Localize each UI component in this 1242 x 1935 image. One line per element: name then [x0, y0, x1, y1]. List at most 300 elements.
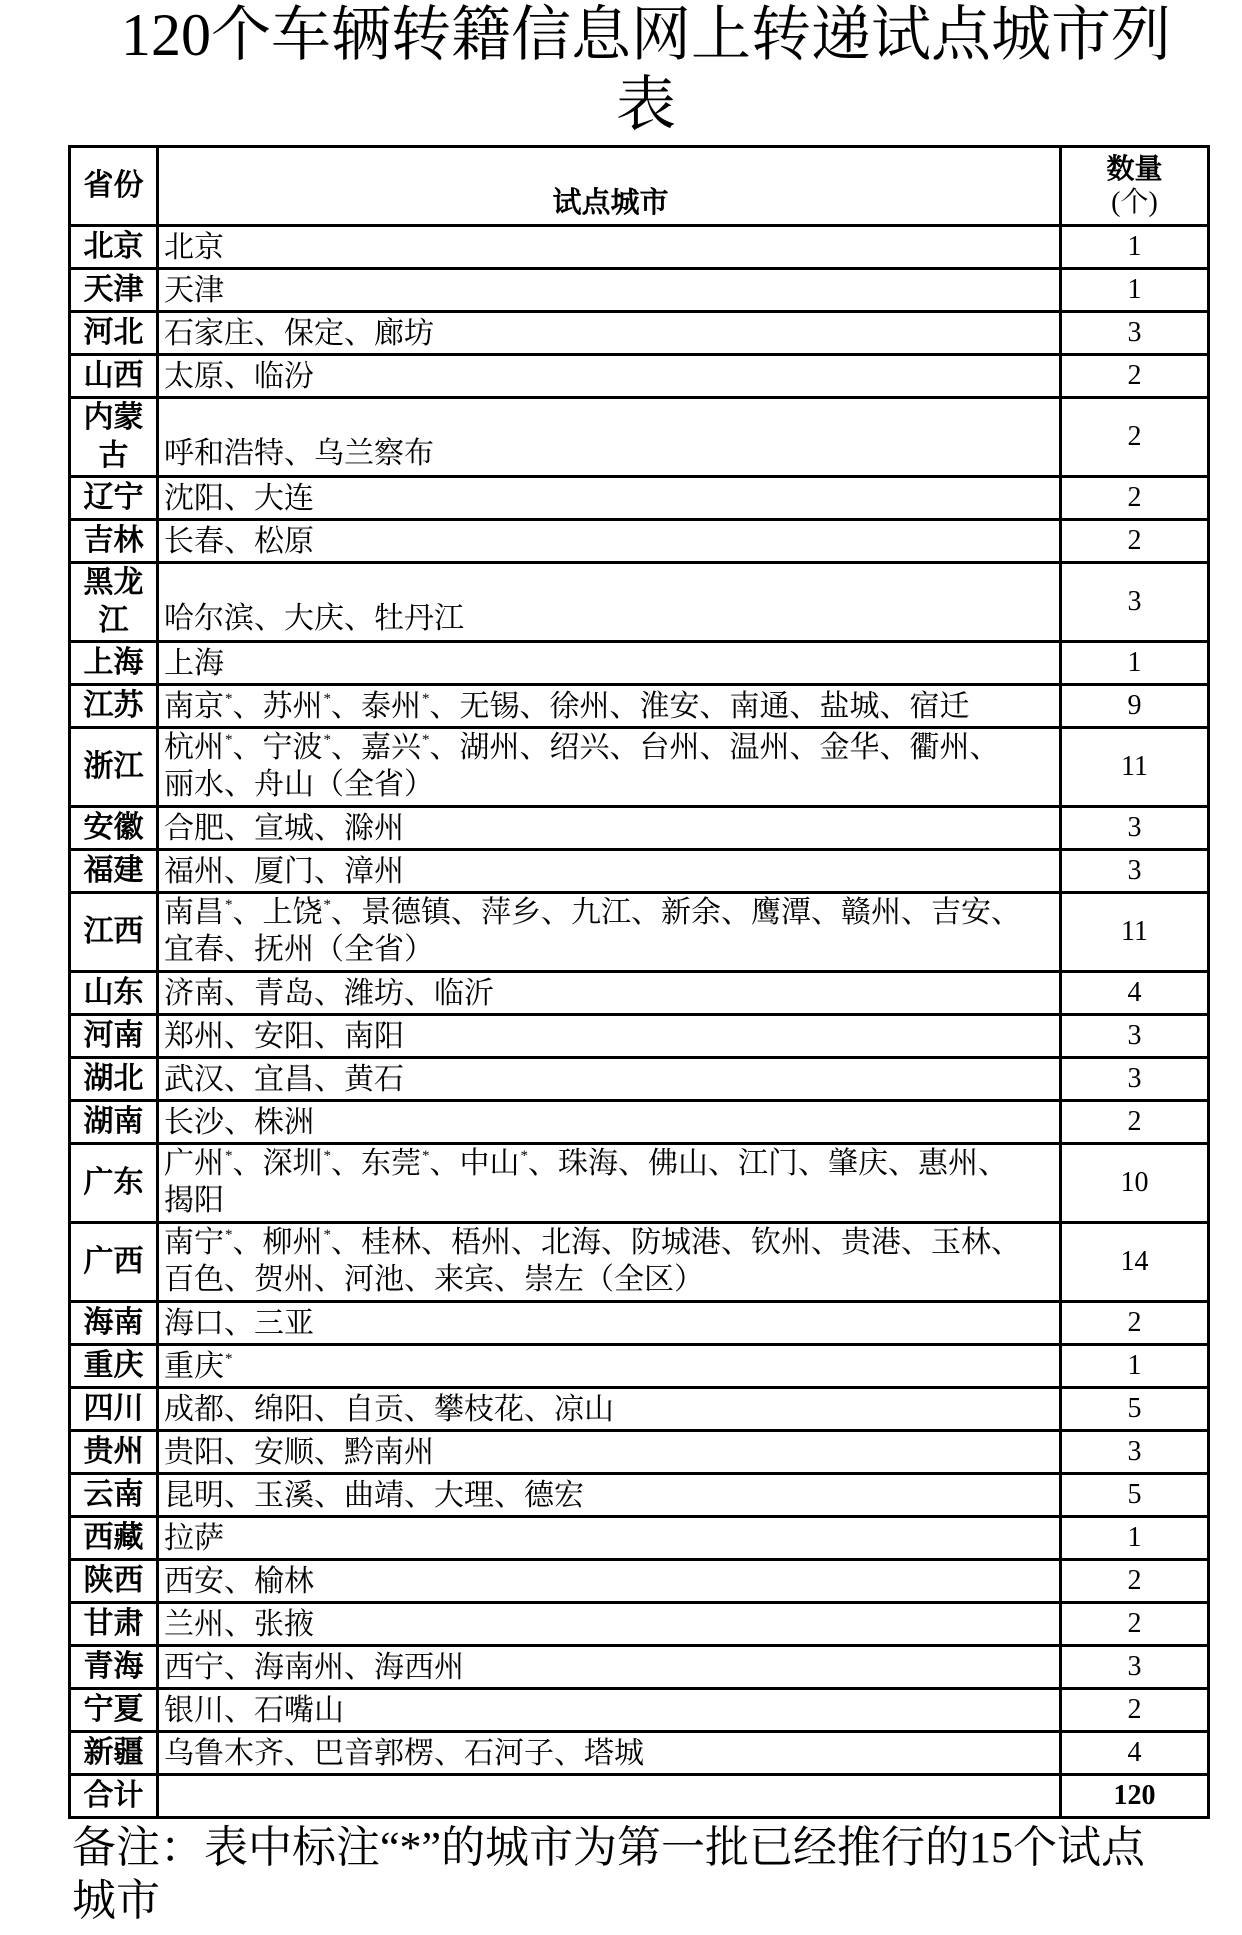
city-name: 防城港 — [631, 1226, 721, 1259]
province-name: 山东 — [83, 976, 144, 1009]
province-name: 湖南 — [83, 1105, 144, 1138]
province-name: 广西 — [83, 1245, 144, 1278]
city-name: 钦州 — [751, 1226, 811, 1259]
province-cell — [71, 1690, 159, 1730]
count-cell — [1062, 643, 1207, 683]
header-cities — [159, 148, 1062, 224]
province-cell — [71, 643, 159, 683]
table-row — [71, 1343, 1207, 1386]
province-cell — [71, 1647, 159, 1687]
table-row — [71, 726, 1207, 805]
city-list — [164, 358, 314, 395]
city-item — [164, 933, 254, 966]
city-item — [164, 1651, 254, 1684]
count-cell — [1062, 1432, 1207, 1472]
count-cell — [1062, 1059, 1207, 1099]
first-batch-marker: * — [323, 732, 331, 748]
city-separator: 、 — [631, 896, 661, 929]
table-row — [71, 518, 1207, 561]
cities-cell — [159, 270, 1062, 310]
cities-cell — [159, 1518, 1062, 1558]
table-row — [71, 1221, 1207, 1300]
province-name: 山西 — [83, 359, 144, 392]
city-item — [481, 896, 571, 929]
city-item — [550, 731, 640, 764]
city-separator: 、 — [284, 1736, 314, 1770]
city-name: 曲靖 — [344, 1478, 404, 1512]
count-cell — [1062, 686, 1207, 726]
city-item — [661, 896, 751, 929]
city-item — [910, 690, 970, 723]
city-separator: 、 — [331, 731, 361, 764]
city-name: 徐州 — [549, 689, 610, 723]
count-cell — [1062, 478, 1207, 518]
city-item — [631, 1226, 751, 1259]
city-item — [841, 896, 931, 929]
count-cell — [1062, 564, 1207, 640]
city-name: 盐城 — [819, 689, 880, 723]
table-row — [71, 396, 1207, 475]
table-header-row — [71, 148, 1207, 224]
city-item — [164, 1694, 254, 1727]
city-separator: 、 — [331, 896, 361, 929]
city-separator: 、 — [404, 1392, 434, 1426]
city-item — [374, 1651, 464, 1684]
cities-cell — [159, 227, 1062, 267]
city-item — [263, 731, 362, 764]
city-item — [738, 1147, 828, 1180]
city-separator: 、 — [224, 1392, 254, 1426]
city-name: 绍兴 — [549, 731, 610, 764]
city-separator: 、 — [224, 1435, 254, 1469]
city-separator: 、 — [524, 1392, 554, 1426]
city-item — [254, 1307, 314, 1340]
city-name: 临汾 — [254, 359, 314, 393]
city-separator: 、 — [429, 1147, 460, 1180]
city-separator: 、 — [224, 1019, 254, 1053]
city-name: 北京 — [164, 230, 224, 264]
count-cell — [1062, 973, 1207, 1013]
first-batch-marker: * — [225, 1148, 233, 1164]
count-cell — [1062, 808, 1207, 848]
city-item — [254, 525, 314, 558]
count-cell — [1062, 1647, 1207, 1687]
city-item — [164, 896, 263, 929]
city-count: 3 — [1127, 1063, 1142, 1094]
city-item — [931, 1226, 1021, 1259]
city-count: 3 — [1127, 1020, 1142, 1051]
city-separator: 、 — [224, 1693, 254, 1727]
city-count: 5 — [1127, 1393, 1142, 1424]
city-list — [164, 1391, 614, 1428]
city-name: 巴音郭楞 — [314, 1736, 434, 1770]
city-name: 衢州 — [909, 731, 970, 764]
city-name: 郑州 — [164, 1019, 224, 1053]
city-separator: 、 — [451, 896, 481, 929]
city-separator: 、 — [224, 854, 254, 888]
city-name: 柳州 — [262, 1226, 323, 1259]
table-row — [71, 1515, 1207, 1558]
city-name: 宣城 — [254, 811, 314, 845]
city-separator: 、 — [224, 1650, 254, 1684]
city-name: 宜昌 — [254, 1062, 314, 1096]
city-separator: 、 — [344, 1650, 374, 1684]
city-item — [263, 1226, 362, 1259]
city-separator: 、 — [901, 896, 931, 929]
first-batch-marker: * — [323, 897, 331, 913]
city-name: 三亚 — [254, 1306, 314, 1340]
city-list — [164, 315, 434, 352]
cities-cell — [159, 1145, 1062, 1221]
title-line: 表 — [616, 72, 676, 138]
province-cell — [71, 1102, 159, 1142]
cities-cell — [159, 564, 1062, 640]
province-cell — [71, 1016, 159, 1056]
table-row — [71, 310, 1207, 353]
city-name: 南宁 — [164, 1226, 224, 1259]
table-row — [71, 891, 1207, 970]
city-name: 南昌 — [164, 896, 224, 929]
city-separator: 、 — [314, 1019, 344, 1053]
count-cell — [1062, 894, 1207, 970]
city-name: 石家庄 — [164, 316, 254, 350]
table-row — [71, 475, 1207, 518]
cities-cell — [159, 1604, 1062, 1644]
header-province — [71, 148, 159, 224]
city-name: 昆明 — [164, 1478, 224, 1512]
city-separator: 、 — [969, 731, 1000, 764]
province-cell — [71, 1145, 159, 1221]
city-name: 榆林 — [254, 1564, 314, 1598]
city-item — [460, 690, 550, 723]
province-name: 江苏 — [83, 689, 144, 722]
table-row — [71, 970, 1207, 1013]
city-count: 1 — [1127, 647, 1142, 678]
table-row — [71, 1601, 1207, 1644]
city-item — [254, 1436, 344, 1469]
city-item — [164, 1393, 254, 1426]
city-list — [164, 1434, 434, 1471]
city-name: 舟山 — [254, 768, 314, 801]
table-row — [71, 1056, 1207, 1099]
table-row — [71, 805, 1207, 848]
city-item — [254, 1479, 344, 1512]
city-separator: 、 — [429, 689, 460, 723]
city-separator: 、 — [798, 1147, 828, 1180]
city-item — [284, 602, 374, 635]
table-row — [71, 1099, 1207, 1142]
cities-cell — [159, 399, 1062, 475]
city-item — [460, 731, 550, 764]
city-item — [820, 731, 910, 764]
city-item — [434, 1263, 524, 1296]
city-name: 安顺 — [254, 1435, 314, 1469]
city-separator: 、 — [601, 1226, 631, 1259]
city-item — [254, 1063, 344, 1096]
city-item — [164, 1350, 233, 1383]
city-name: 合肥 — [164, 811, 224, 845]
first-batch-marker: * — [323, 1148, 331, 1164]
city-name: 嘉兴 — [361, 731, 421, 764]
city-separator: 、 — [511, 1226, 541, 1259]
city-item — [164, 1147, 263, 1180]
city-separator: 、 — [789, 689, 820, 723]
total-count: 120 — [1113, 1780, 1156, 1811]
cities-cell — [159, 686, 1062, 726]
city-separator: 、 — [618, 1147, 648, 1180]
city-item — [361, 896, 481, 929]
city-separator: 、 — [314, 1062, 344, 1096]
city-name: 张掖 — [254, 1607, 314, 1641]
city-name: 海南州 — [254, 1650, 344, 1684]
first-batch-marker: * — [225, 897, 233, 913]
province-cell — [71, 729, 159, 805]
city-name: 宁波 — [262, 731, 323, 764]
city-item — [164, 1307, 254, 1340]
count-cell — [1062, 1145, 1207, 1221]
city-item — [524, 1263, 704, 1296]
city-name: 海西州 — [374, 1650, 464, 1684]
city-item — [164, 768, 254, 801]
city-list — [164, 435, 434, 472]
province-cell — [71, 1303, 159, 1343]
city-item — [164, 647, 224, 680]
cities-cell — [159, 313, 1062, 353]
city-item — [164, 855, 254, 888]
city-name: 东莞 — [361, 1147, 421, 1180]
count-cell — [1062, 356, 1207, 396]
count-cell — [1062, 270, 1207, 310]
city-name: 松原 — [254, 524, 314, 558]
city-list — [164, 1520, 224, 1557]
city-name: 攀枝花 — [434, 1392, 524, 1426]
city-name: 大庆 — [284, 602, 344, 635]
city-name: 北海 — [541, 1226, 601, 1259]
city-item — [164, 1226, 263, 1259]
city-name: 武汉 — [164, 1062, 224, 1096]
city-item — [820, 690, 910, 723]
province-cell — [71, 851, 159, 891]
city-name: 南通 — [729, 689, 790, 723]
city-list — [164, 1061, 404, 1098]
city-item — [841, 1226, 931, 1259]
city-count: 3 — [1127, 1651, 1142, 1682]
cities-cell — [159, 894, 1062, 970]
province-name: 陕西 — [83, 1564, 144, 1597]
cities-cell — [159, 1475, 1062, 1515]
cities-cell — [159, 1016, 1062, 1056]
city-separator: 、 — [224, 1263, 254, 1296]
city-item — [434, 1479, 524, 1512]
city-name: 石河子 — [464, 1736, 554, 1770]
header-count — [1062, 148, 1207, 224]
first-batch-marker: * — [323, 690, 331, 707]
city-item — [931, 896, 1021, 929]
city-item — [918, 1147, 1008, 1180]
city-item — [434, 1393, 554, 1426]
city-list — [164, 1224, 1057, 1298]
province-name: 吉林 — [83, 524, 144, 557]
city-item — [164, 1479, 254, 1512]
province-name: 辽宁 — [83, 481, 144, 514]
city-name: 银川 — [164, 1693, 224, 1727]
city-count: 4 — [1127, 977, 1142, 1008]
city-name: 黄石 — [344, 1062, 404, 1096]
table-row — [71, 1730, 1207, 1773]
province-name: 甘肃 — [83, 1607, 144, 1640]
table-row — [71, 1386, 1207, 1429]
province-name: 天津 — [83, 273, 144, 306]
cities-cell — [159, 1432, 1062, 1472]
city-separator: 、 — [721, 1226, 751, 1259]
city-separator: 、 — [314, 1263, 344, 1296]
cities-cell — [159, 1690, 1062, 1730]
city-item — [558, 1147, 648, 1180]
city-name: 海口 — [164, 1306, 224, 1340]
city-separator: 、 — [811, 896, 841, 929]
footnote-line: 城市 — [72, 1876, 160, 1925]
cities-cell — [159, 521, 1062, 561]
city-separator: 、 — [232, 1147, 263, 1180]
count-cell — [1062, 227, 1207, 267]
city-item — [254, 1565, 314, 1598]
city-item — [751, 896, 841, 929]
cities-cell — [159, 643, 1062, 683]
city-separator: 、 — [699, 689, 730, 723]
city-name: 宿迁 — [909, 689, 970, 723]
city-item — [164, 317, 284, 350]
city-name: 抚州 — [254, 933, 314, 966]
city-item — [554, 1393, 614, 1426]
city-name: 新余 — [661, 896, 721, 929]
province-cell — [71, 1518, 159, 1558]
count-cell — [1062, 1518, 1207, 1558]
city-separator: 、 — [429, 731, 460, 764]
city-item — [648, 1147, 738, 1180]
city-name: 廊坊 — [374, 316, 434, 350]
city-list — [164, 975, 494, 1012]
province-cell — [71, 808, 159, 848]
city-item — [640, 731, 730, 764]
city-list — [164, 894, 1057, 968]
count-cell — [1062, 1604, 1207, 1644]
city-item — [910, 731, 1000, 764]
city-separator: 、 — [224, 1062, 254, 1096]
city-item — [374, 317, 434, 350]
city-separator: 、 — [224, 1564, 254, 1598]
city-separator: 、 — [224, 1607, 254, 1641]
city-name: 来宾 — [434, 1263, 494, 1296]
table-row — [71, 267, 1207, 310]
cities-cell — [159, 1647, 1062, 1687]
table-row — [71, 1429, 1207, 1472]
city-item — [254, 1020, 344, 1053]
city-item — [464, 1737, 584, 1770]
city-separator: 、 — [314, 811, 344, 845]
city-name: 黔南州 — [344, 1435, 434, 1469]
count-cell — [1062, 1346, 1207, 1386]
city-name: 大连 — [254, 481, 314, 515]
city-item — [263, 690, 362, 723]
city-name: 成都 — [164, 1392, 224, 1426]
cities-cell — [159, 1059, 1062, 1099]
city-list — [164, 1348, 233, 1385]
city-name: 乌兰察布 — [314, 437, 434, 470]
city-name: 鹰潭 — [751, 896, 811, 929]
city-item — [164, 482, 254, 515]
city-list — [164, 1104, 314, 1141]
city-list — [164, 1145, 1057, 1219]
city-item — [730, 731, 820, 764]
city-count: 2 — [1127, 1307, 1142, 1338]
city-separator: 、 — [254, 602, 284, 635]
city-name: 拉萨 — [164, 1521, 224, 1555]
city-name: 临沂 — [434, 976, 494, 1010]
city-separator: 、 — [224, 359, 254, 393]
city-name: 哈尔滨 — [164, 602, 254, 635]
city-name: 贵港 — [841, 1226, 901, 1259]
city-name: 乌鲁木齐 — [164, 1736, 284, 1770]
city-separator: 、 — [314, 1435, 344, 1469]
city-separator: 、 — [331, 689, 361, 723]
city-name: 淮安 — [639, 689, 700, 723]
city-name: 江门 — [738, 1147, 798, 1180]
count-cell — [1062, 851, 1207, 891]
city-name: 惠州 — [918, 1147, 978, 1180]
city-item — [164, 977, 254, 1010]
province-name: 河南 — [83, 1019, 144, 1052]
city-name: 丽水 — [164, 768, 224, 801]
count-cell — [1062, 399, 1207, 475]
city-item — [361, 690, 460, 723]
city-item — [361, 731, 460, 764]
city-name: 厦门 — [254, 854, 314, 888]
city-name: 呼和浩特 — [164, 437, 284, 470]
province-cell — [71, 356, 159, 396]
city-name: 九江 — [571, 896, 631, 929]
city-item — [344, 977, 434, 1010]
table-row — [71, 1472, 1207, 1515]
city-separator: 、 — [811, 1226, 841, 1259]
city-separator: 、 — [232, 1226, 263, 1259]
count-cell — [1062, 1389, 1207, 1429]
city-list — [164, 1018, 404, 1055]
city-name: 上海 — [164, 646, 224, 680]
province-name: 江西 — [83, 915, 144, 948]
city-separator: 、 — [314, 1478, 344, 1512]
cities-cell — [159, 729, 1062, 805]
city-item — [344, 1263, 434, 1296]
city-name: 自贡 — [344, 1392, 404, 1426]
city-separator: 、 — [901, 1226, 931, 1259]
city-item — [164, 274, 224, 307]
city-count: 11 — [1121, 916, 1148, 947]
province-cell — [71, 973, 159, 1013]
city-list — [164, 480, 314, 517]
province-name: 贵州 — [83, 1435, 144, 1468]
province-cell — [71, 1432, 159, 1472]
cities-cell — [159, 1346, 1062, 1386]
city-name: 宜春 — [164, 933, 224, 966]
city-count: 2 — [1127, 1694, 1142, 1725]
city-name: 牡丹江 — [374, 602, 464, 635]
table-row — [71, 224, 1207, 267]
city-item — [344, 1393, 434, 1426]
city-item — [344, 812, 404, 845]
city-item — [164, 1737, 314, 1770]
city-list — [164, 810, 404, 847]
total-count-cell — [1062, 1776, 1207, 1816]
